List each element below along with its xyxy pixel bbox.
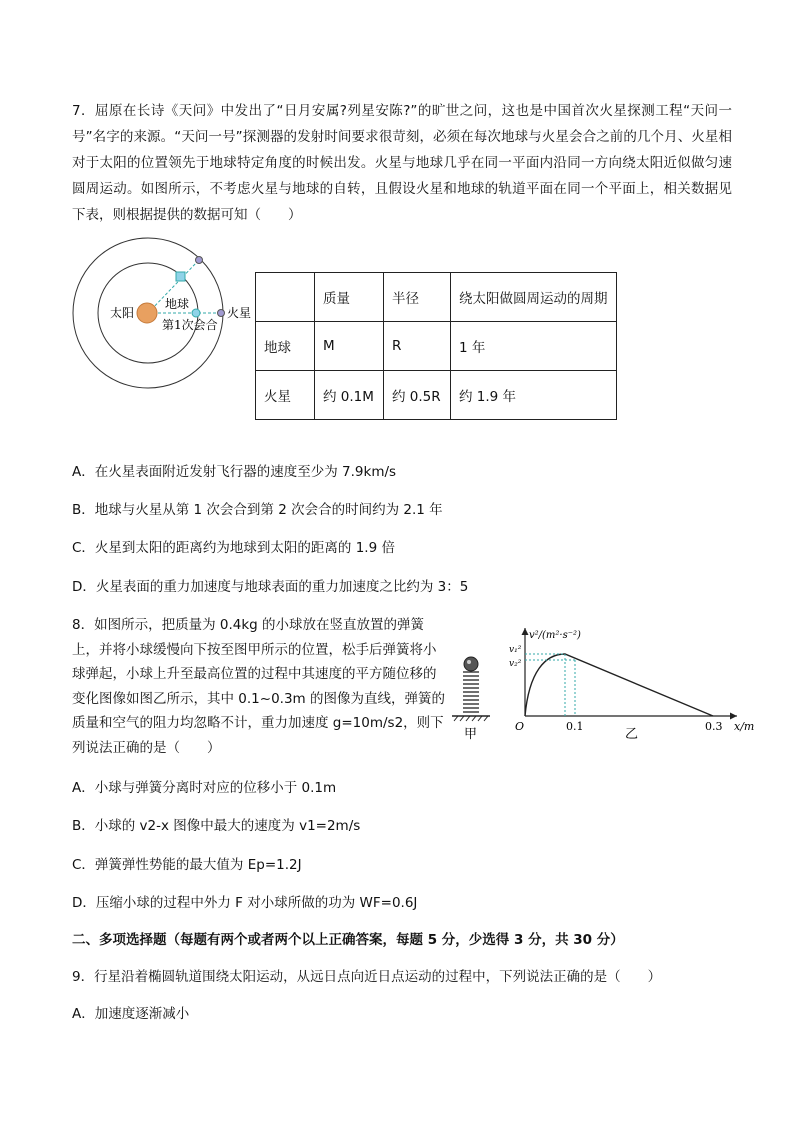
table-cell: R bbox=[384, 322, 451, 371]
q7-option-b[interactable]: B．地球与火星从第 1 次会合到第 2 次会合的时间约为 2.1 年 bbox=[72, 502, 443, 518]
table-row bbox=[256, 371, 617, 420]
spring-icon bbox=[463, 672, 479, 712]
x-tick-0.3: 0.3 bbox=[705, 720, 723, 733]
q7-option-a[interactable]: A．在火星表面附近发射飞行器的速度至少为 7.9km/s bbox=[72, 464, 397, 480]
mars-position-1-icon bbox=[218, 310, 225, 317]
v1-label: v₁² bbox=[509, 645, 522, 655]
q9-option-a[interactable]: A．加速度逐渐减小 bbox=[72, 1006, 190, 1022]
table-header-row bbox=[256, 273, 617, 322]
v2-curve bbox=[525, 654, 713, 716]
table-cell: 约 0.5R bbox=[384, 371, 451, 420]
table-cell: M bbox=[315, 322, 384, 371]
q9-stem: 9．行星沿着椭圆轨道围绕太阳运动，从远日点向近日点运动的过程中，下列说法正确的是（ ） bbox=[72, 969, 662, 985]
q7-stem: 7．屈原在长诗《天问》中发出了“日月安属?列星安陈?”的旷世之问，这也是中国首次火星探测工程“天问一号”名字的来源。“天问一号”探测器的发射时间要求很苛刻，必须在每次地球与火星会合之前的几个月、火星相对于太阳的位置领先于地球特定角度的时候出发。火星与地球几乎在同一平面内沿同一方向绕太阳近似做匀速圆周运动。如图所示，不考虑火星与地球的自转，且假设火星和地球的轨道平面在同一个平面上，相关数据见下表，则根据提供的数据可知（ ） bbox=[72, 103, 732, 223]
sun-icon bbox=[137, 303, 157, 323]
q8-stem: 8．如图所示，把质量为 0.4kg 的小球放在竖直放置的弹簧上，并将小球缓慢向下按至图甲所示的位置，松手后弹簧将小球弹起，小球上升至最高位置的过程中其速度的平方随位移的变化图像如图乙所示，其中 0.1~0.3m 的图像为直线，弹簧的质量和空气的阻力均忽略不计，重力加速度 g=10m/s2，则下列说法正确的是（ ） bbox=[72, 617, 445, 756]
table-header-cell: 半径 bbox=[384, 273, 451, 322]
earth-label: 地球 bbox=[165, 297, 190, 311]
y-axis-label: v²/(m²·s⁻²) bbox=[529, 630, 581, 641]
ball-icon bbox=[464, 657, 478, 671]
planet-data-table bbox=[255, 272, 617, 420]
spring-figure bbox=[450, 652, 495, 744]
table-header-cell: 质量 bbox=[315, 273, 384, 322]
table-cell: 1 年 bbox=[451, 322, 617, 371]
table-header-cell bbox=[256, 273, 315, 322]
table-cell: 地球 bbox=[256, 322, 315, 371]
x-axis-label: x/m bbox=[734, 720, 755, 733]
earth-position-1-icon bbox=[192, 309, 200, 317]
mars-label: 火星 bbox=[227, 306, 252, 320]
v2-x-graph bbox=[505, 622, 760, 742]
q8-option-a[interactable]: A．小球与弹簧分离时对应的位移小于 0.1m bbox=[72, 780, 337, 796]
origin-label: O bbox=[515, 720, 525, 733]
q8-option-b[interactable]: B．小球的 v2-x 图像中最大的速度为 v1=2m/s bbox=[72, 818, 361, 834]
sun-label: 太阳 bbox=[110, 306, 135, 320]
v2-label: v₂² bbox=[509, 659, 522, 669]
table-row bbox=[256, 322, 617, 371]
table-cell: 约 0.1M bbox=[315, 371, 384, 420]
q7-option-c[interactable]: C．火星到太阳的距离约为地球到太阳的距离的 1.9 倍 bbox=[72, 540, 395, 556]
earth-position-icon bbox=[176, 272, 185, 281]
mars-position-2-icon bbox=[196, 257, 203, 264]
table-header-cell: 绕太阳做圆周运动的周期 bbox=[451, 273, 617, 322]
orbit-figure bbox=[70, 236, 255, 406]
x-tick-0.1: 0.1 bbox=[566, 720, 584, 733]
figure-yi-label: 乙 bbox=[625, 727, 639, 742]
table-cell: 约 1.9 年 bbox=[451, 371, 617, 420]
q7-option-d[interactable]: D．火星表面的重力加速度与地球表面的重力加速度之比约为 3：5 bbox=[72, 579, 469, 595]
conjunction-label: 第1次会合 bbox=[162, 318, 218, 332]
table-cell: 火星 bbox=[256, 371, 315, 420]
section-heading: 二、多项选择题（每题有两个或者两个以上正确答案，每题 5 分，少选得 3 分，共 30 分） bbox=[72, 932, 624, 948]
q8-option-c[interactable]: C．弹簧弹性势能的最大值为 Ep=1.2J bbox=[72, 857, 302, 873]
q8-option-d[interactable]: D．压缩小球的过程中外力 F 对小球所做的功为 WF=0.6J bbox=[72, 895, 418, 911]
figure-jia-label: 甲 bbox=[464, 727, 478, 742]
